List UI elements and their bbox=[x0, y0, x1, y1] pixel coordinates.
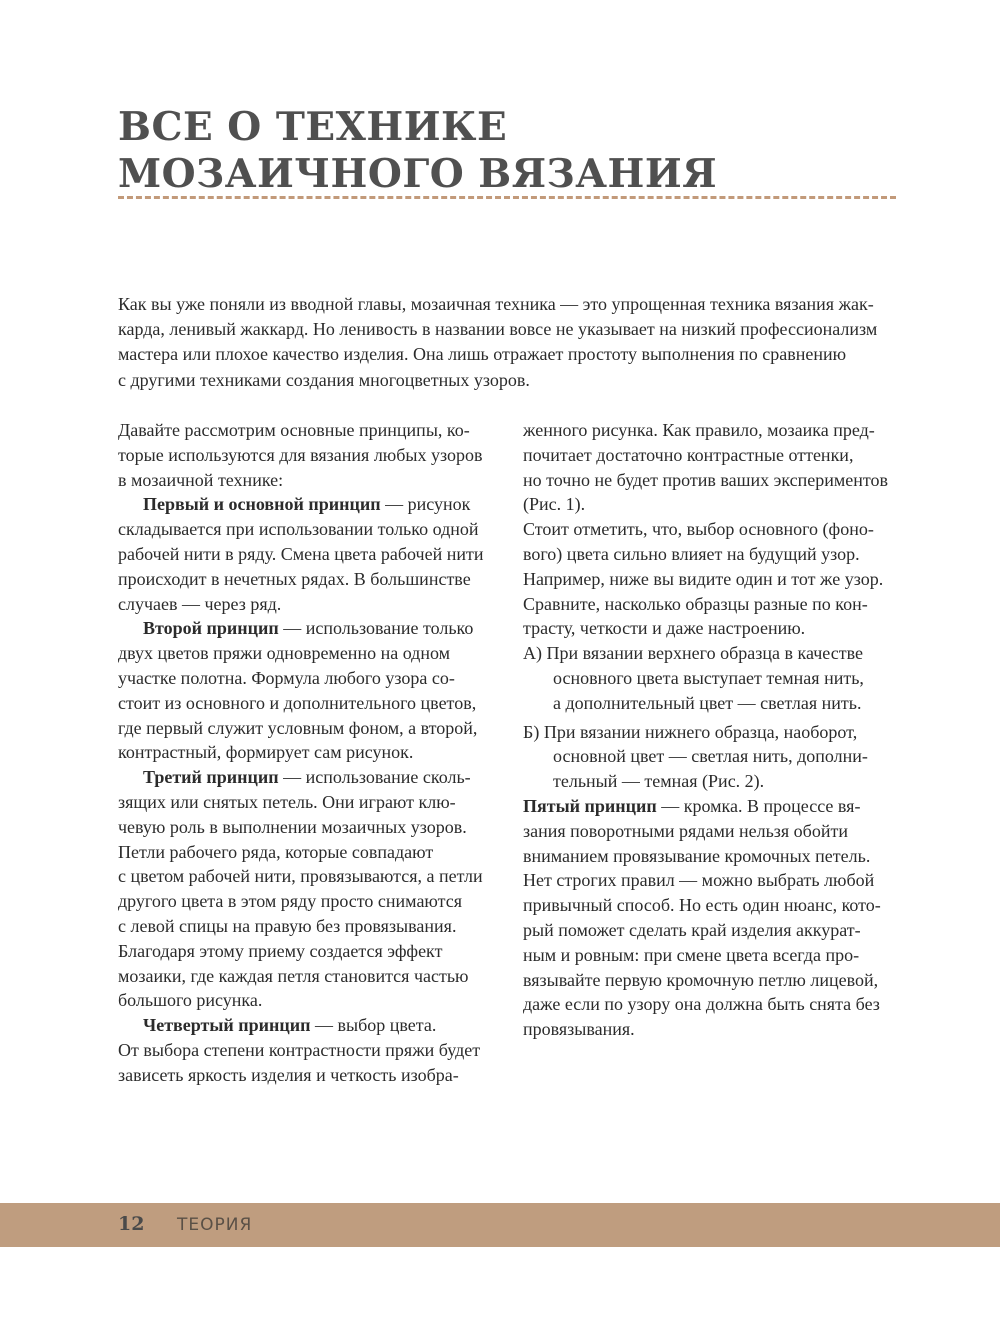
intro-line: мастера или плохое качество изделия. Она лишь отражает простоту выполнения по сравнению bbox=[118, 344, 847, 365]
chapter-title bbox=[118, 104, 898, 198]
text-line: где первый служит условным фоном, а второй, bbox=[118, 717, 478, 738]
chapter-title-line-2: МОЗАИЧНОГО ВЯЗАНИЯ bbox=[118, 151, 718, 197]
text-line: контрастный, формирует сам рисунок. bbox=[118, 742, 414, 763]
principle-2-label: Второй принцип bbox=[143, 618, 279, 639]
text-line: случаев — через ряд. bbox=[118, 593, 282, 614]
chapter-title-line-1: ВСЕ О ТЕХНИКЕ bbox=[118, 104, 508, 150]
text-fragment: — использование только bbox=[278, 618, 474, 639]
text-line: мозаики, где каждая петля становится частью bbox=[118, 965, 469, 986]
text-line: Нет строгих правил — можно выбрать любой bbox=[523, 870, 875, 891]
text-line: привычный способ. Но есть один нюанс, кото- bbox=[523, 895, 881, 916]
text-fragment: — выбор цвета. bbox=[310, 1015, 437, 1036]
principle-5-heading-line bbox=[523, 794, 897, 819]
text-fragment: — использование сколь- bbox=[278, 767, 471, 788]
text-line: трасту, четкости и даже настроению. bbox=[523, 618, 806, 639]
intro-paragraph bbox=[118, 292, 896, 393]
text-line: Сравните, насколько образцы разные по кон- bbox=[523, 593, 868, 614]
text-line: ным и ровным: при смене цвета всегда про- bbox=[523, 944, 860, 965]
text-line: зящих или снятых петель. Они играют клю- bbox=[118, 791, 456, 812]
text-line: (Рис. 1). bbox=[523, 494, 586, 515]
list-item-a-line: основного цвета выступает темная нить, bbox=[553, 667, 864, 688]
text-line: Давайте рассмотрим основные принципы, ко- bbox=[118, 420, 470, 440]
text-line: с цветом рабочей нити, провязываются, а петли bbox=[118, 866, 483, 887]
principle-4-label: Четвертый принцип bbox=[143, 1015, 311, 1036]
title-dashed-divider bbox=[118, 196, 896, 199]
text-line: женного рисунка. Как правило, мозаика пред- bbox=[523, 420, 875, 440]
principle-3-label: Третий принцип bbox=[143, 767, 279, 788]
text-line: участке полотна. Формула любого узора со- bbox=[118, 667, 455, 688]
text-line: с левой спицы на правую без провязывания. bbox=[118, 915, 457, 936]
text-line: почитает достаточно контрастные оттенки, bbox=[523, 444, 854, 465]
text-line: даже если по узору она должна быть снята без bbox=[523, 994, 880, 1015]
intro-line: карда, ленивый жаккард. Но ленивость в названии вовсе не указывает на низкий профессионализм bbox=[118, 319, 878, 340]
text-line: большого рисунка. bbox=[118, 990, 263, 1011]
principle-5-label: Пятый принцип bbox=[523, 795, 657, 816]
text-line: происходит в нечетных рядах. В большинстве bbox=[118, 568, 471, 589]
principle-1-label: Первый и основной принцип bbox=[143, 494, 381, 515]
text-line: рабочей нити в ряду. Смена цвета рабочей нити bbox=[118, 543, 484, 564]
text-line: Петли рабочего ряда, которые совпадают bbox=[118, 841, 434, 862]
list-item-b-line: тельный — темная (Рис. 2). bbox=[553, 771, 765, 792]
text-line: вязывайте первую кромочную петлю лицевой, bbox=[523, 969, 879, 990]
left-column bbox=[118, 418, 490, 1088]
text-fragment: — кромка. В процессе вя- bbox=[656, 795, 861, 816]
text-line: вниманием провязывание кромочных петель. bbox=[523, 845, 871, 866]
list-item-a-line: а дополнительный цвет — светлая нить. bbox=[553, 692, 862, 713]
principle-2-heading-line bbox=[118, 616, 490, 641]
text-line: Благодаря этому приему создается эффект bbox=[118, 940, 443, 961]
text-line: От выбора степени контрастности пряжи будет bbox=[118, 1039, 481, 1060]
text-line: провязывания. bbox=[523, 1019, 635, 1040]
list-item-b-line: основной цвет — светлая нить, дополни- bbox=[553, 746, 868, 767]
intro-line: Как вы уже поняли из вводной главы, мозаичная техника — это упрощенная техника вязания жак- bbox=[118, 294, 874, 314]
text-line: двух цветов пряжи одновременно на одном bbox=[118, 643, 451, 664]
text-line: Например, ниже вы видите один и тот же узор. bbox=[523, 568, 884, 589]
footer-band bbox=[0, 1203, 1000, 1247]
text-line: вого) цвета сильно влияет на будущий узор. bbox=[523, 543, 860, 564]
text-line: зависеть яркость изделия и четкость изобра- bbox=[118, 1064, 459, 1085]
text-line: другого цвета в этом ряду просто снимаются bbox=[118, 891, 462, 912]
principle-1-heading-line bbox=[118, 492, 490, 517]
list-item-b: Б) При вязании нижнего образца, наоборот, bbox=[523, 721, 858, 742]
page-number: 12 bbox=[118, 1213, 145, 1235]
text-line: в мозаичной технике: bbox=[118, 469, 284, 490]
text-line: стоит из основного и дополнительного цветов, bbox=[118, 692, 477, 713]
text-line: зания поворотными рядами нельзя обойти bbox=[523, 820, 848, 841]
text-line: торые используются для вязания любых узоров bbox=[118, 444, 483, 465]
list-item-a: А) При вязании верхнего образца в качестве bbox=[523, 643, 863, 664]
intro-line: с другими техниками создания многоцветных узоров. bbox=[118, 369, 530, 390]
text-line: складывается при использовании только одной bbox=[118, 519, 479, 540]
text-line: рый поможет сделать край изделия аккурат- bbox=[523, 919, 861, 940]
text-fragment: — рисунок bbox=[380, 494, 471, 515]
text-line: Стоит отметить, что, выбор основного (фоно- bbox=[523, 519, 874, 540]
principle-4-heading-line bbox=[118, 1013, 490, 1038]
text-line: но точно не будет против ваших экспериментов bbox=[523, 469, 889, 490]
right-column bbox=[523, 418, 897, 1042]
section-name: ТЕОРИЯ bbox=[177, 1215, 253, 1235]
text-line: чевую роль в выполнении мозаичных узоров. bbox=[118, 816, 467, 837]
principle-3-heading-line bbox=[118, 765, 490, 790]
